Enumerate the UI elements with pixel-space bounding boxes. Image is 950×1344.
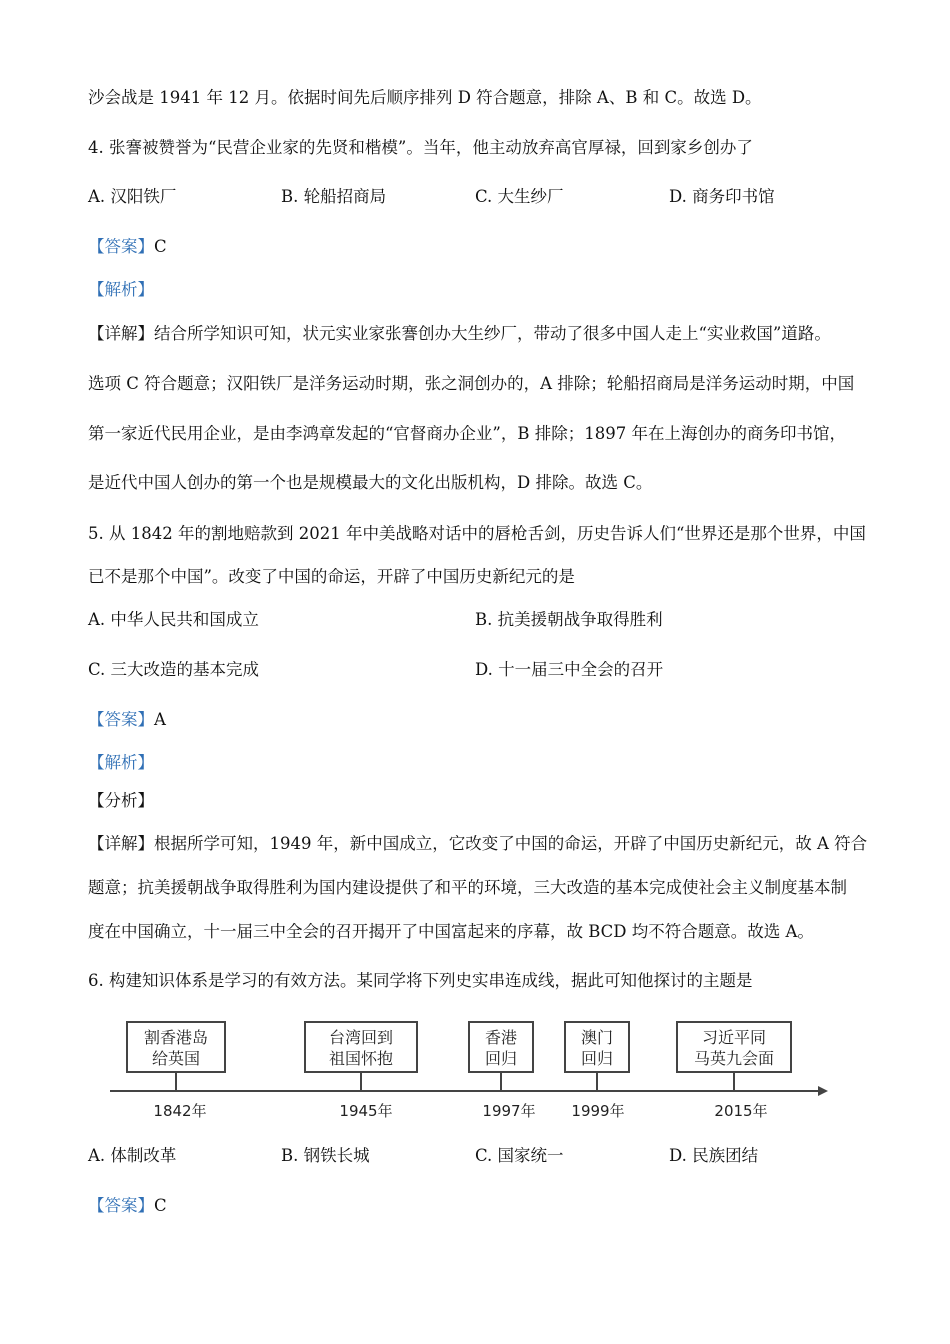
event-1997-line2: 回归 (484, 1049, 518, 1068)
q5-option-b: B. 抗美援朝战争取得胜利 (475, 610, 663, 629)
detail-tag: 【详解】 (88, 834, 154, 853)
q4-option-d: D. 商务印书馆 (669, 187, 775, 206)
event-1997-line1: 香港 (484, 1028, 518, 1047)
detail-tag: 【详解】 (88, 324, 154, 343)
detail-text: 根据所学可知，1949 年，新中国成立，它改变了中国的命运，开辟了中国历史新纪元，故 A 符合 (154, 834, 868, 853)
year-1997: 1997年 (482, 1102, 536, 1120)
q5-fenxi-tag: 【分析】 (88, 791, 154, 810)
q6-option-d: D. 民族团结 (669, 1146, 759, 1165)
event-1999-line2: 回归 (580, 1049, 614, 1068)
q6-option-b: B. 钢铁长城 (281, 1146, 370, 1165)
q6-option-c: C. 国家统一 (475, 1146, 564, 1165)
event-1945-line1: 台湾回到 (328, 1028, 394, 1047)
q5-detail-line-2: 题意；抗美援朝战争取得胜利为国内建设提供了和平的环境，三大改造的基本完成使社会主义制度基本制 (88, 878, 847, 897)
timeline-arrow-icon (818, 1086, 828, 1096)
q5-option-a: A. 中华人民共和国成立 (88, 610, 259, 629)
q6-stem: 6. 构建知识体系是学习的有效方法。某同学将下列史实串连成线，据此可知他探讨的主题是 (88, 971, 753, 990)
timeline-diagram (100, 1015, 840, 1127)
event-1945-line2: 祖国怀抱 (328, 1049, 394, 1068)
answer-tag: 【答案】 (88, 237, 154, 256)
q4-option-a: A. 汉阳铁厂 (88, 187, 177, 206)
year-1842: 1842年 (153, 1102, 207, 1120)
q4-option-c: C. 大生纱厂 (475, 187, 564, 206)
event-2015-line1: 习近平同 (701, 1028, 767, 1047)
q5-answer-line (88, 708, 166, 732)
event-1842-line1: 割香港岛 (143, 1028, 209, 1047)
q6-option-a: A. 体制改革 (88, 1146, 177, 1165)
q4-detail-line-1 (88, 322, 831, 346)
q5-option-d: D. 十一届三中全会的召开 (475, 660, 664, 679)
q6-answer-line (88, 1194, 167, 1218)
answer-tag: 【答案】 (88, 710, 154, 729)
q4-detail-line-4: 是近代中国人创办的第一个也是规模最大的文化出版机构，D 排除。故选 C。 (88, 473, 653, 492)
q5-stem-line-2: 已不是那个中国”。改变了中国的命运，开辟了中国历史新纪元的是 (88, 567, 575, 586)
q5-analysis-tag: 【解析】 (88, 753, 154, 772)
q4-answer-line (88, 235, 167, 259)
q5-detail-line-1 (88, 832, 867, 856)
q4-detail-line-3: 第一家近代民用企业，是由李鸿章发起的“官督商办企业”，B 排除；1897 年在上海创办的商务印书馆， (88, 424, 846, 443)
q6-answer-value: C (154, 1196, 167, 1215)
q4-answer-value: C (154, 237, 167, 256)
q5-option-c: C. 三大改造的基本完成 (88, 660, 260, 679)
answer-tag: 【答案】 (88, 1196, 154, 1215)
year-1945: 1945年 (339, 1102, 393, 1120)
event-2015-line2: 马英九会面 (693, 1049, 775, 1068)
event-1999-line1: 澳门 (580, 1028, 614, 1047)
q4-option-b: B. 轮船招商局 (281, 187, 387, 206)
year-1999: 1999年 (571, 1102, 625, 1120)
q5-stem-line-1: 5. 从 1842 年的割地赔款到 2021 年中美战略对话中的唇枪舌剑，历史告诉人们“世界还是那个世界，中国 (88, 524, 866, 543)
q5-detail-line-3: 度在中国确立，十一届三中全会的召开揭开了中国富起来的序幕，故 BCD 均不符合题意。故选 A。 (88, 922, 814, 941)
event-1842-line2: 给英国 (151, 1049, 201, 1068)
q4-detail-line-2: 选项 C 符合题意；汉阳铁厂是洋务运动时期，张之洞创办的，A 排除；轮船招商局是洋务运动时期，中国 (88, 374, 855, 393)
q4-analysis-tag: 【解析】 (88, 280, 154, 299)
detail-text: 结合所学知识可知，状元实业家张謇创办大生纱厂，带动了很多中国人走上“实业救国”道路。 (154, 324, 831, 343)
q5-answer-value: A (154, 710, 166, 729)
q4-stem: 4. 张謇被赞誉为“民营企业家的先贤和楷模”。当年，他主动放弃高官厚禄，回到家乡创办了 (88, 138, 753, 157)
intro-line: 沙会战是 1941 年 12 月。依据时间先后顺序排列 D 符合题意，排除 A、B 和 C。故选 D。 (88, 88, 762, 107)
year-2015: 2015年 (714, 1102, 768, 1120)
